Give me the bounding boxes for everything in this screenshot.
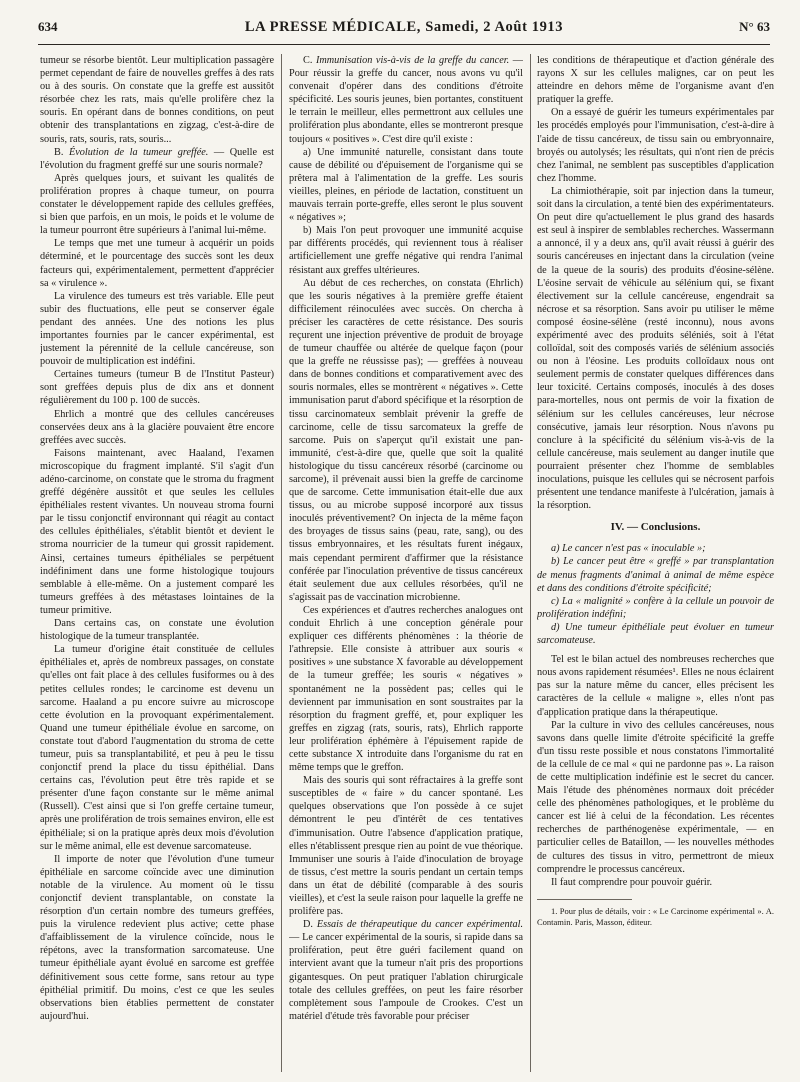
paragraph: On a essayé de guérir les tumeurs expérimentales par les procédés employés pour l'immunisation, c'est-à-dire à l'aide de tissu cancéreux, de tissu sain ou embryonnaire, broyés ou autolysés; les résultats, qui n'ont rien de précis chez l'animal, ne semblent pas susceptibles d'application chez l'homme.: [537, 107, 774, 184]
paragraph: La tumeur d'origine était constituée de cellules épithéliales et, après de nombreux passages, on constate qu'elles ont fait place à des cellules fusiformes ou à des petites cellules rondes; le carcinome est devenu un sarcome. Haaland a pu encore suivre au microscope cette évolution en la provoquant expérimentalement. Quand une tumeur épithéliale évolue en sarcome, on constate tout d'abord l'augmentation du stroma de cette tumeur, puis sa transplantabilité, et peu à peu le tissu conjonctif prend la place du tissu épithélial. Dans certains cas, l'évolution peut être très rapide et se présenter d'une façon constante sur le même animal (Russell). C'est ainsi que si l'on greffe certaine tumeur, après une prolifération de trois semaines environ, elle est épithéliale; si on la pratique après deux mois d'évolution sur le même animal, elle est devenue sarcomateuse.: [40, 644, 274, 852]
section-intro: — Quelle est l'évolution du fragment greffé sur une souris normale?: [40, 146, 274, 171]
issue-number: N° 63: [739, 19, 770, 34]
paragraph: Mais des souris qui sont réfractaires à la greffe sont susceptibles de « faire » du cancer spontané. Les quelques observations que l'on possède à ce sujet démontrent le peu d'intérêt de ces tentatives d'immunisation. Outre l'absence d'application pratique, elles n'établissent presque rien au point de vue théorique. Immuniser une souris à l'aide d'inoculation de broyage de tissus, c'est mettre la souris pendant un certain temps dans un état de débilité (comparable à des souris vieilles), et c'est la seule raison pour laquelle la greffe ne prolifère pas.: [289, 775, 523, 918]
paragraph: Il faut comprendre pour pouvoir guérir.: [551, 876, 713, 888]
paragraph: Après quelques jours, et suivant les qualités de prolifération propres à chaque tumeur, on pourra constater le développement rapide des cellules greffées, si bien que parfois, en un mois, le poids et le volume de la tumeur pourront être supérieurs à l'animal lui-même.: [40, 172, 274, 237]
paragraph: tumeur se résorbe bientôt. Leur multiplication passagère permet cependant de faire de nouvelles greffes à des rats ou à des souris. On constate que la greffe est aussitôt résorbée chez les rats, mais qu'elle prolifère chez la souris. En opérant dans de bonnes conditions, on peut obtenir des transplantations en zigzag, c'est-à-dire de souris, rats, souris, rats, souris...: [40, 55, 274, 145]
text-column-1: [40, 54, 274, 1072]
section-title: Évolution de la tumeur greffée.: [68, 146, 209, 158]
paragraph: Ces expériences et d'autres recherches analogues ont conduit Ehrlich à une conception générale pour expliquer ces différents phénomènes : la théorie de l'athrepsie. Elle consiste à attribuer aux souris « positives » une substance X favorable au développement de la tumeur greffée; les souris « négatives » spontanément ne la possèdent pas; celles qui le deviennent par immunisation en sont soustraites par la résorption du fragment greffé, et, pour expliquer les greffes en zigzag (rats, souris, rats), Ehrlich rapporte leur prolifération éphémère à l'épuisement rapide de cette substance X introduite dans l'organisme du rat en même temps que le greffon.: [289, 604, 523, 774]
conclusion-item: a) Le cancer n'est pas « inoculable »;: [551, 543, 706, 555]
paragraph: La chimiothérapie, soit par injection dans la tumeur, soit dans la circulation, a tenté bien des expérimentateurs. On peut dire qu'actuellement le plus grand des hasards est seul à inspirer de semblables recherches. Wassermann a annoncé, il y a deux ans, qu'il avait réussi à guérir des souris cancéreuses en injectant dans la circulation (veine de la queue de la souris) des produits d'éosine-sélène. L'éosine servait de véhicule au sélénium qui, se fixant électivement sur la cellule cancéreuse, engendrait sa nécrose et sa résorption. Sans avoir pu utiliser le même composé éosine-sélène (resté inconnu), nous avons expérimenté avec des produits séléniés, soit à l'état colloïdal, soit des composés variés de sélénium associés ou non à l'éosine. Les produits colloïdaux nous ont seulement permis de constater quelques différences dans leur toxicité. Certains composés, inoculés à des doses para-mortelles, nous ont permis de voir la fixation de sélénium sur les cellules cancéreuses, leur nécrose consécutive, jamais leur résorption. Nous n'avons pu conclure à la spécificité du sélénium vis-à-vis de la cellule cancéreuse, mais seulement au danger inutile que pourraient présenter chez l'homme de semblables inoculations, puisque les cellules qui se nécrosent parfois présentent une tendance manifeste à l'ulcération, jamais à la résorption.: [537, 185, 774, 512]
text-column-2: [289, 54, 523, 1072]
paragraph: Tel est le bilan actuel des nombreuses recherches que nous avons rapidement résumées¹. Elles ne nous éclairent pas sur la nature même du cancer, elles précisent les caractères de la cellule « maligne », elles n'ont pas d'application pratique dans la thérapeutique.: [537, 654, 774, 718]
section-intro: — Pour réussir la greffe du cancer, nous avons vu qu'il convenait d'opérer dans des conditions d'étroite spécificité. Les souris jeunes, bien portantes, constituent le terrain le meilleur, elles permettront aux cellules une prolifération plus abondante, elles se montreront presque toujours « positives ». C'est dire qu'il existe :: [289, 55, 523, 145]
column-divider: [530, 54, 531, 1072]
section-d-heading: [289, 918, 523, 1023]
section-title: Essais de thérapeutique du cancer expérimental.: [316, 919, 523, 931]
paragraph: Il importe de noter que l'évolution d'une tumeur épithéliale en sarcome coïncide avec une diminution notable de la virulence. Au moment où le tissu conjonctif devient transplantable, on constate la résorption d'un certain nombre des tumeurs greffées, puis la virulence redevient plus active; cette phase d'affaiblissement de la virulence coïncide, nous le répétons, avec la transformation sarcomateuse. Une tumeur épithéliale ayant évolué en sarcome est greffée définitivement sous cette forme, sans retour au type épithélial primitif. Du moins, c'est ce que les seules observations bien établies permettent de constater aujourd'hui.: [40, 853, 274, 1022]
section-intro: — Le cancer expérimental de la souris, si rapide dans sa prolifération, peut être guéri facilement quand on intervient avant que la tumeur n'ait pris des proportions gigantesques. On peut pratiquer l'ablation chirurgicale totale des cellules greffées, on peut les faire résorber complètement sous l'ampoule de Crookes. C'est un matériel d'étude très favorable pour préciser: [289, 932, 523, 1022]
paragraph: les conditions de thérapeutique et d'action générale des rayons X sur les cellules malignes, car on peut les atteindre en dehors même de l'organisme avant d'en pratiquer la greffe.: [537, 55, 774, 106]
paragraph: Ehrlich a montré que des cellules cancéreuses conservées deux ans à la glacière pouvaient être encore greffées avec succès.: [40, 408, 274, 446]
journal-title: LA PRESSE MÉDICALE, Samedi, 2 Août 1913: [244, 18, 564, 35]
paragraph: La virulence des tumeurs est très variable. Elle peut subir des fluctuations, elle peut se conserver égale pendant des années. Une des notions les plus importantes fournies par le cancer expérimental, est justement la pérennité de la cellule cancéreuse, son pouvoir de multiplication est indéfini.: [40, 290, 274, 368]
list-item: b) Mais l'on peut provoquer une immunité acquise par différents procédés, qui reviennent tous à réaliser artificiellement une greffe négative qui rendra l'animal résistant aux greffes ultérieures.: [289, 225, 523, 276]
conclusions-heading: IV. — Conclusions.: [610, 521, 701, 534]
page-number: 634: [38, 19, 58, 34]
paragraph: Au début de ces recherches, on constata (Ehrlich) que les souris négatives à la première greffe étaient difficilement réinoculées avec succès. On chercha à préciser les caractères de cette résistance. Des souris reçurent une injection préventive de produit de broyage de tumeur chauffée ou altérée de quelque façon (pour que la greffe ne réussisse pas); — greffées à nouveau dans de bonnes conditions et comparativement avec des souris normales, elles se montrèrent « négatives ». Cette immunisation parut d'abord spécifique et la résorption de tissu carcinomateux semblait prévenir la greffe de carcinome, celle de tissu sarcomateux la greffe de sarcome. Puis on s'aperçut qu'il existait une pan-immunité, c'est-à-dire que, quelle que soit la qualité histologique du tissu cancéreux résorbé (carcinome ou sarcome), il prévenait aussi bien la greffe de carcinome que de sarcome. Cette immunisation était-elle due aux tissus, ou au microbe supposé incorporé aux tissus inoculés préventivement? On injecta de la même façon des broyages de tissus sains (peau, rate, sang), ou des tissus embryonnaires, et les résultats furent inégaux, mais cependant permirent d'affirmer que la résistance conférée par l'inoculation préventive de tissus cancéreux était seulement due aux cellules résorbées, qu'il ne s'agissait pas de vaccination microbienne.: [289, 277, 523, 603]
list-item: a) Une immunité naturelle, consistant dans toute cause de débilité ou d'épuisement de l'organisme qui se prêtera mal à l'alimentation de la greffe. Les souris vieilles, pleines, en période de lactation, constituent un mauvais terrain porte-greffe, elles seront le plus souvent « négatives »;: [289, 146, 523, 224]
column-divider: [281, 54, 282, 1072]
paragraph: Certaines tumeurs (tumeur B de l'Institut Pasteur) sont greffées depuis plus de dix ans et donnent régulièrement du 100 p. 100 de succès.: [40, 369, 274, 407]
footnote: 1. Pour plus de détails, voir : « Le Carcinome expérimental ». A. Contamin. Paris, Masson, éditeur.: [537, 905, 774, 927]
footnote-rule: [537, 899, 632, 900]
conclusion-item: b) Le cancer peut être « greffé » par transplantation de menus fragments d'animal à animal de même espèce et dans des conditions d'étroite spécificité;: [537, 556, 774, 594]
text-column-3: [537, 54, 774, 1072]
section-label: B.: [54, 146, 64, 158]
section-c-heading: [289, 54, 523, 146]
conclusion-item: c) La « malignité » confère à la cellule un pouvoir de prolifération indéfini;: [537, 595, 774, 620]
section-label: D.: [303, 919, 313, 931]
section-label: C.: [303, 55, 313, 66]
paragraph: Par la culture in vivo des cellules cancéreuses, nous savons dans quelle limite d'étroite spécificité la greffe d'un tissu reste possible et nous constatons l'immortalité de la cellule de ce mal « qui ne pardonne pas ». La raison de cette multiplication indéfinie est le secret du cancer. Mais l'étude des phénomènes normaux doit précéder celle des phénomènes pathologiques, et le problème du cancer est lié à celui de la fécondation. Les récentes recherches de parthénogenèse expérimentale, — en particulier celles de Bataillon, — les nouvelles méthodes de cultures des tissus in vitro, permettront de mieux comprendre le processus cancéreux.: [537, 719, 774, 875]
page-header: [38, 10, 770, 45]
conclusion-item: d) Une tumeur épithéliale peut évoluer en tumeur sarcomateuse.: [537, 621, 774, 647]
section-b-heading: [40, 146, 274, 172]
paragraph: Dans certains cas, on constate une évolution histologique de la tumeur transplantée.: [40, 618, 274, 643]
paragraph: Le temps que met une tumeur à acquérir un poids déterminé, et le pourcentage des succès sont les deux facteurs qui, expérimentalement, permettent d'apprécier sa « virulence ».: [40, 238, 274, 289]
section-title: Immunisation vis-à-vis de la greffe du cancer.: [315, 55, 510, 66]
paragraph: Faisons maintenant, avec Haaland, l'examen microscopique du fragment implanté. S'il s'agit d'un adéno-carcinome, on constate que le stroma du fragment greffé dégénère aussitôt et que seules les cellules épithéliales restent vivantes. Un nouveau stroma fourni par le tissu conjonctif environnant qui réagit au contact des cellules épithéliales, s'établit bientôt et devient le stroma nourricier de la tumeur qui grossit rapidement. Ainsi, certaines tumeurs épithéliales se perpétuent indéfiniment dans une forme histologique toujours semblable à elle-même. On a justement comparé les tumeurs greffées à des métastases lointaines de la tumeur primitive.: [40, 447, 274, 616]
